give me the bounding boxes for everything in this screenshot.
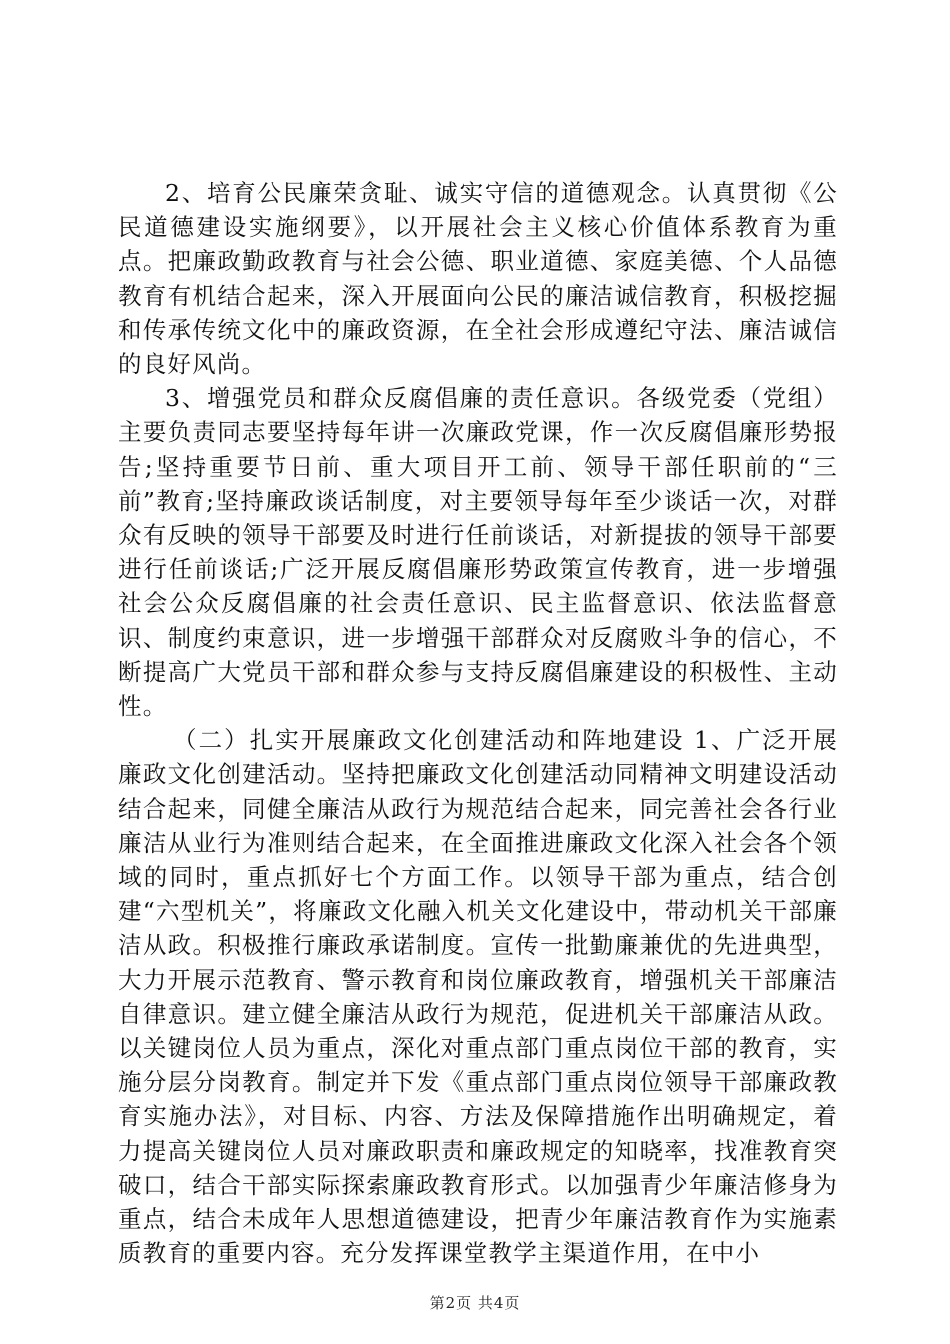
document-body	[118, 176, 838, 1271]
paragraph-section-2-culture-building: （二）扎实开展廉政文化创建活动和阵地建设 1、广泛开展廉政文化创建活动。坚持把廉政文化创建活动同精神文明建设活动结合起来，同健全廉洁从政行为规范结合起来，同完善社会各行业廉洁从业行为准则结合起来，在全面推进廉政文化深入社会各个领域的同时，重点抓好七个方面工作。以领导干部为重点，结合创建“六型机关”，将廉政文化融入机关文化建设中，带动机关干部廉洁从政。积极推行廉政承诺制度。宣传一批勤廉兼优的先进典型，大力开展示范教育、警示教育和岗位廉政教育，增强机关干部廉洁自律意识。建立健全廉洁从政行为规范，促进机关干部廉洁从政。以关键岗位人员为重点，深化对重点部门重点岗位干部的教育，实施分层分岗教育。制定并下发《重点部门重点岗位领导干部廉政教育实施办法》，对目标、内容、方法及保障措施作出明确规定，着力提高关键岗位人员对廉政职责和廉政规定的知晓率，找准教育突破口，结合干部实际探索廉政教育形式。以加强青少年廉洁修身为重点，结合未成年人思想道德建设，把青少年廉洁教育作为实施素质教育的重要内容。充分发挥课堂教学主渠道作用，在中小	[118, 726, 838, 1268]
page-number-footer: 第2页 共4页	[429, 1294, 521, 1312]
paragraph-2-moral-concepts: 2、培育公民廉荣贪耻、诚实守信的道德观念。认真贯彻《公民道德建设实施纲要》，以开展社会主义核心价值体系教育为重点。把廉政勤政教育与社会公德、职业道德、家庭美德、个人品德教育有机结合起来，深入开展面向公民的廉洁诚信教育，积极挖掘和传承传统文化中的廉政资源，在全社会形成遵纪守法、廉洁诚信的良好风尚。	[118, 179, 838, 379]
paragraph-3-responsibility-awareness: 3、增强党员和群众反腐倡廉的责任意识。各级党委（党组）主要负责同志要坚持每年讲一次廉政党课，作一次反腐倡廉形势报告;坚持重要节日前、重大项目开工前、领导干部任职前的“三前”教育;坚持廉政谈话制度，对主要领导每年至少谈话一次，对群众有反映的领导干部要及时进行任前谈话，对新提拔的领导干部要进行任前谈话;广泛开展反腐倡廉形势政策宣传教育，进一步增强社会公众反腐倡廉的社会责任意识、民主监督意识、依法监督意识、制度约束意识，进一步增强干部群众对反腐败斗争的信心，不断提高广大党员干部和群众参与支持反腐倡廉建设的积极性、主动性。	[118, 384, 838, 721]
